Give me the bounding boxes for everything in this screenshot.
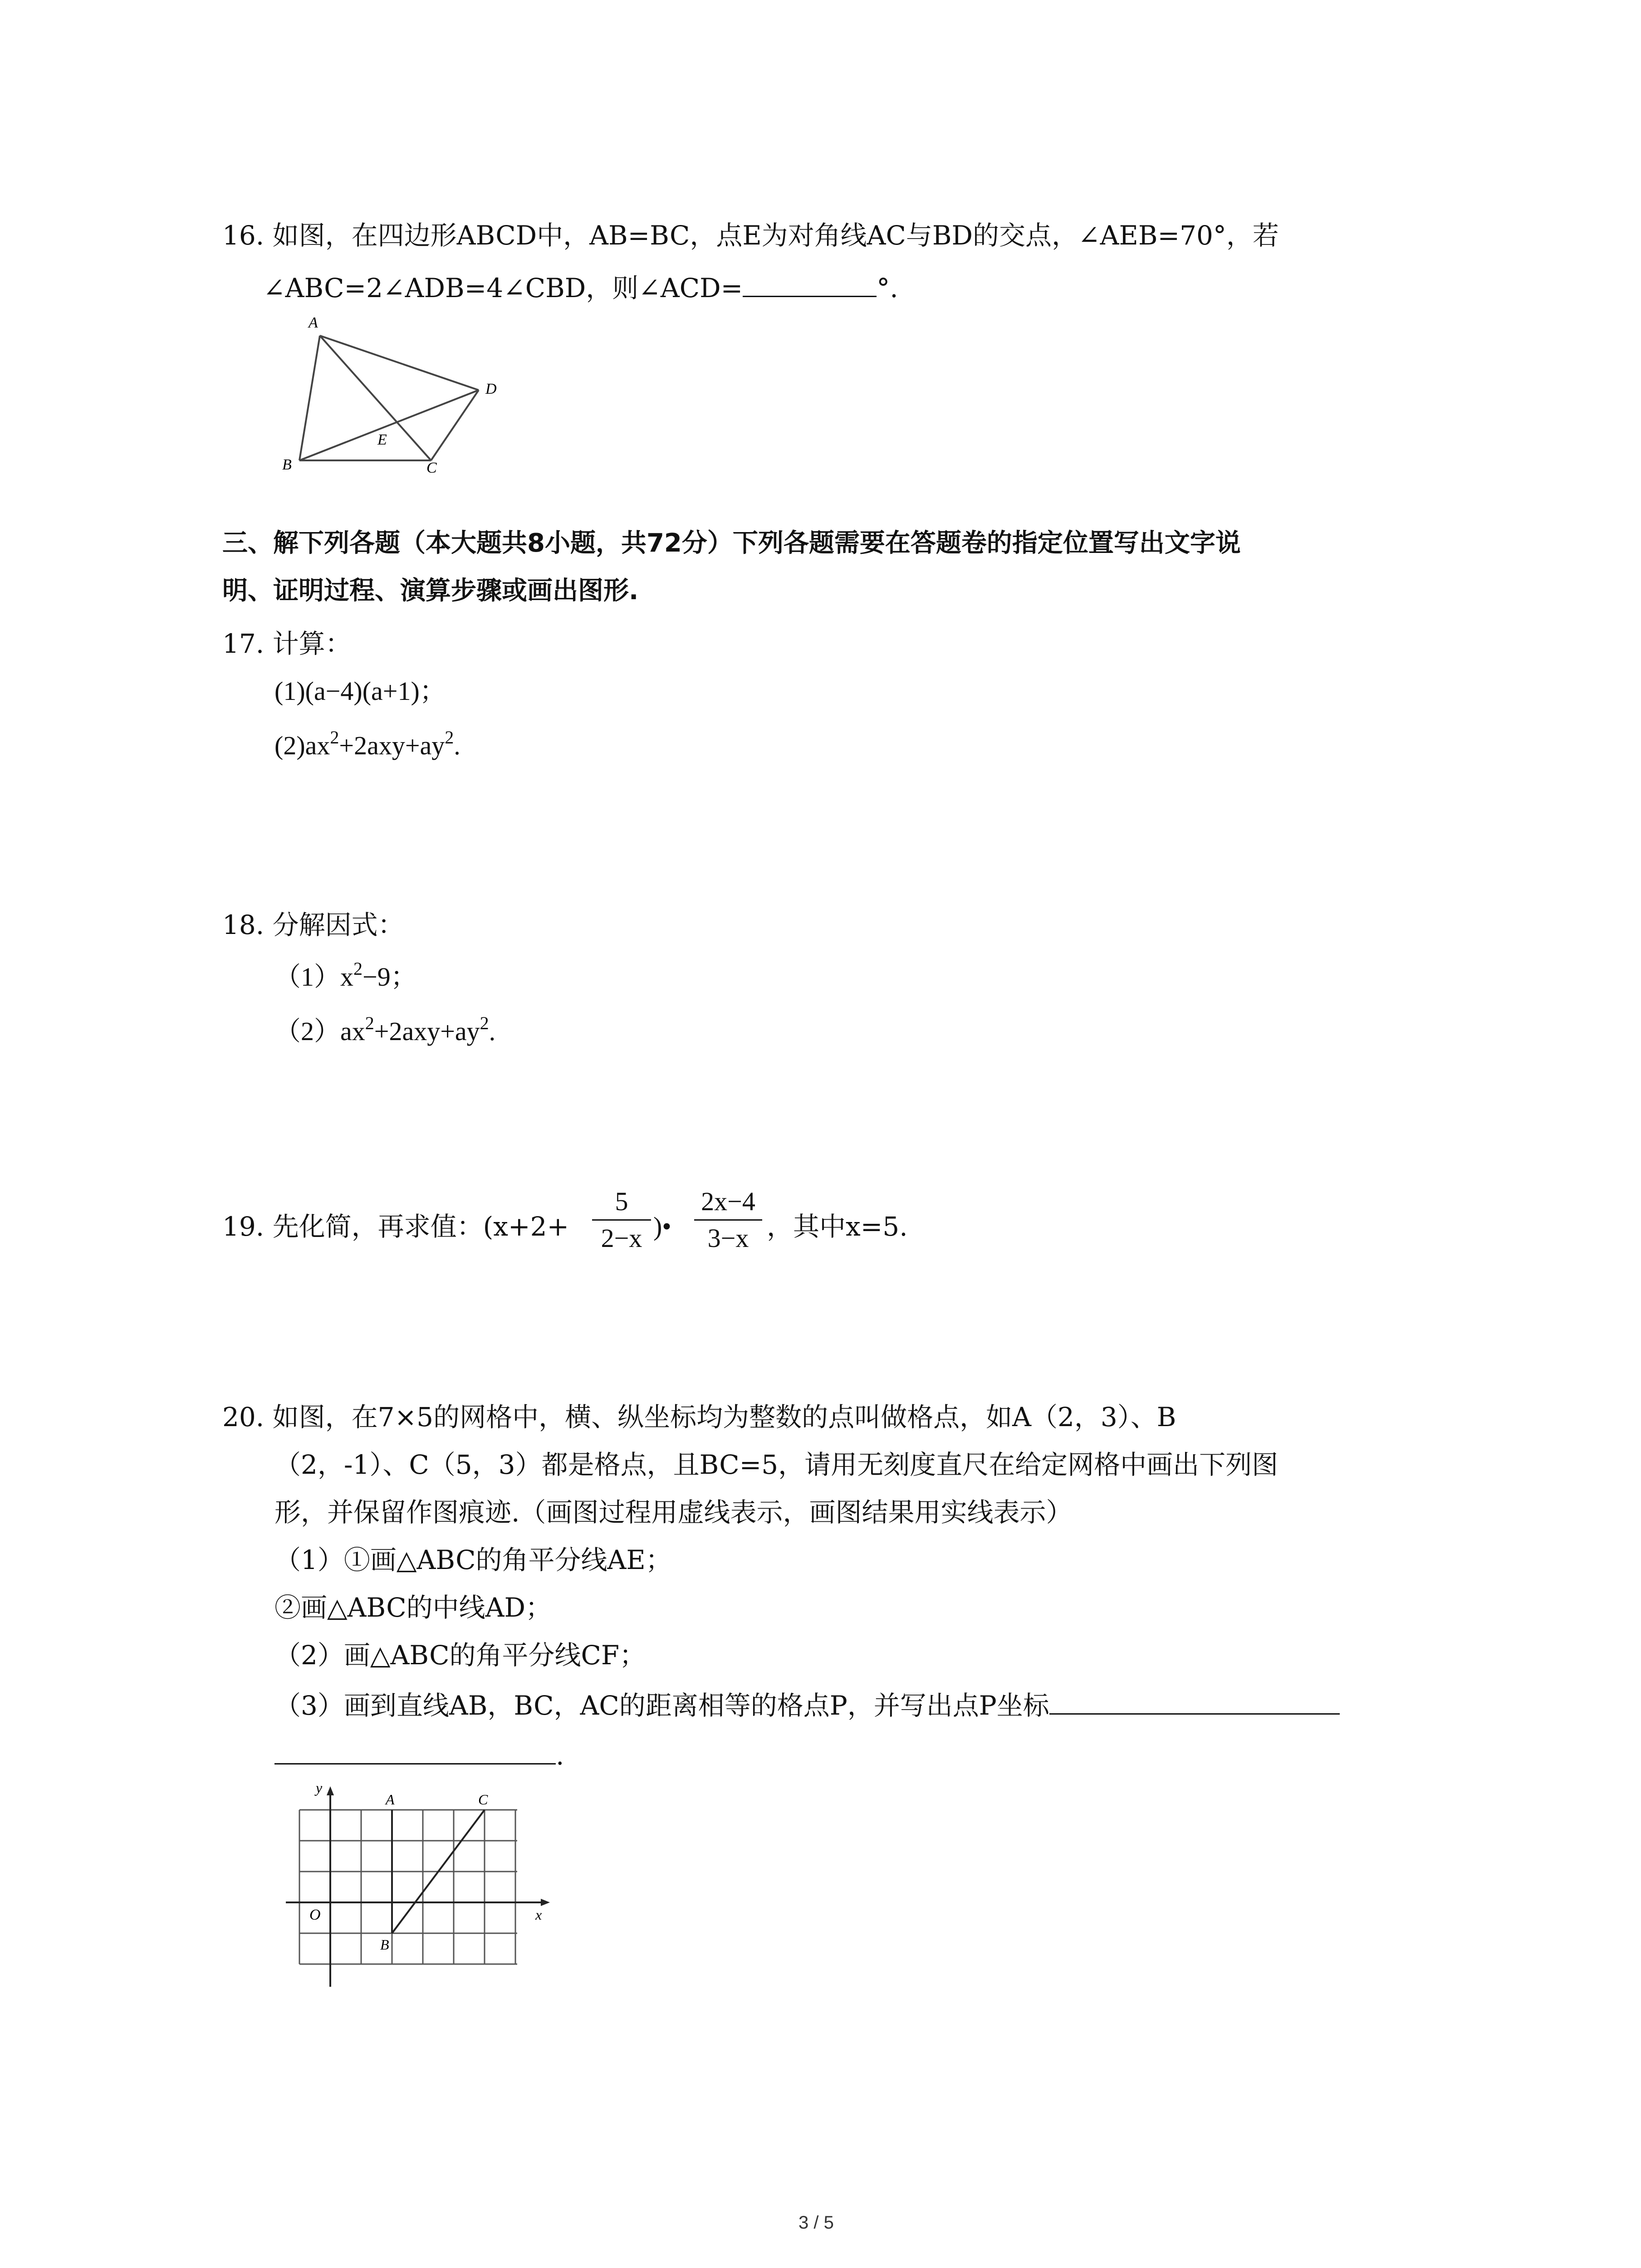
q18-part1-a: （1）x [274, 962, 354, 992]
q19-lead: 19. 先化简，再求值：(x+2+ [222, 1211, 569, 1242]
section3-line2: 明、证明过程、演算步骤或画出图形. [222, 576, 639, 606]
q19-mid: )• [653, 1212, 671, 1241]
q17-part2-a: (2)ax [274, 731, 330, 760]
q20-part1: （1）①画△ABC的角平分线AE； [274, 1545, 672, 1575]
q16-answer-blank[interactable] [743, 272, 877, 297]
q20-y-arrow [327, 1786, 334, 1795]
q17-part2-sup2: 2 [445, 727, 454, 748]
q18-part1 [274, 958, 417, 992]
q19-frac1-numerator: 5 [615, 1187, 628, 1216]
q20-answer-blank-1[interactable] [1049, 1690, 1340, 1715]
q20-answer-blank-2[interactable] [274, 1740, 556, 1765]
q20-part3: （2）画△ABC的角平分线CF； [274, 1640, 646, 1671]
q16-label-a: A [309, 314, 318, 331]
q19-fraction-2 [694, 1188, 762, 1251]
q16-label-c: C [426, 459, 437, 476]
q16-figure [277, 313, 513, 476]
q16-label-d: D [485, 381, 497, 397]
q17-part1: (1)(a−4)(a+1)； [274, 676, 446, 706]
q19-frac2-denominator: 3−x [707, 1223, 749, 1253]
q16-label-e: E [377, 431, 387, 448]
q16-label-b: B [282, 456, 292, 473]
q18-part2-sup2: 2 [480, 1012, 489, 1033]
q20-label-b: B [380, 1936, 389, 1953]
q18-title: 18. 分解因式： [222, 909, 404, 940]
q17-part2-c: . [454, 731, 460, 760]
q19-frac1-denominator: 2−x [601, 1223, 642, 1253]
q17-part2 [274, 727, 460, 760]
q18-part2-sup1: 2 [365, 1012, 374, 1033]
q18-part2-c: . [489, 1017, 496, 1046]
q20-part4-cont [274, 1740, 564, 1769]
q16-line2-end: °. [877, 273, 898, 303]
q20-part4 [274, 1690, 1340, 1719]
section3-line1: 三、解下列各题（本大题共8小题，共72分）下列各题需要在答题卷的指定位置写出文字说 [222, 528, 1241, 558]
q20-x-arrow [541, 1899, 550, 1906]
q17-part2-sup1: 2 [330, 727, 339, 748]
q20-label-o: O [309, 1906, 321, 1923]
q20-label-y: y [316, 1779, 323, 1796]
q16-line2-text: ∠ABC=2∠ADB=4∠CBD，则∠ACD= [263, 273, 743, 303]
q17-title: 17. 计算： [222, 628, 352, 659]
q20-label-a: A [386, 1791, 395, 1808]
q18-part2 [274, 1012, 496, 1046]
q20-label-c: C [478, 1791, 488, 1808]
q19-frac2-numerator: 2x−4 [701, 1187, 755, 1216]
q20-part2: ②画△ABC的中线AD； [274, 1592, 552, 1623]
q20-line3: 形，并保留作图痕迹.（画图过程用虚线表示，画图结果用实线表示） [274, 1497, 1073, 1528]
q17-part2-b: +2axy+ay [339, 731, 445, 760]
q18-part1-sup: 2 [353, 958, 363, 979]
q18-part1-b: −9； [362, 962, 417, 992]
q16-line2 [263, 272, 898, 301]
q19-fraction-1 [592, 1188, 651, 1251]
q18-part2-b: +2axy+ay [374, 1017, 480, 1046]
q20-label-x: x [535, 1906, 542, 1923]
q20-line1: 20. 如图，在7×5的网格中，横、纵坐标均为整数的点叫做格点，如A（2，3）、B [222, 1402, 1176, 1432]
q18-part2-a: （2）ax [274, 1017, 365, 1046]
q20-part4-text: （3）画到直线AB，BC，AC的距离相等的格点P，并写出点P坐标 [274, 1690, 1049, 1721]
q20-line2: （2，-1）、C（5，3）都是格点，且BC=5，请用无刻度直尺在给定网格中画出下列图 [274, 1449, 1279, 1480]
q16-line1: 16. 如图，在四边形ABCD中，AB=BC，点E为对角线AC与BD的交点，∠AEB=70°，若 [222, 220, 1279, 251]
page-number: 3 / 5 [798, 2213, 834, 2233]
q20-grid-figure [272, 1778, 563, 2014]
q20-end: . [556, 1740, 564, 1771]
q19-tail: ，其中x=5. [767, 1211, 908, 1242]
